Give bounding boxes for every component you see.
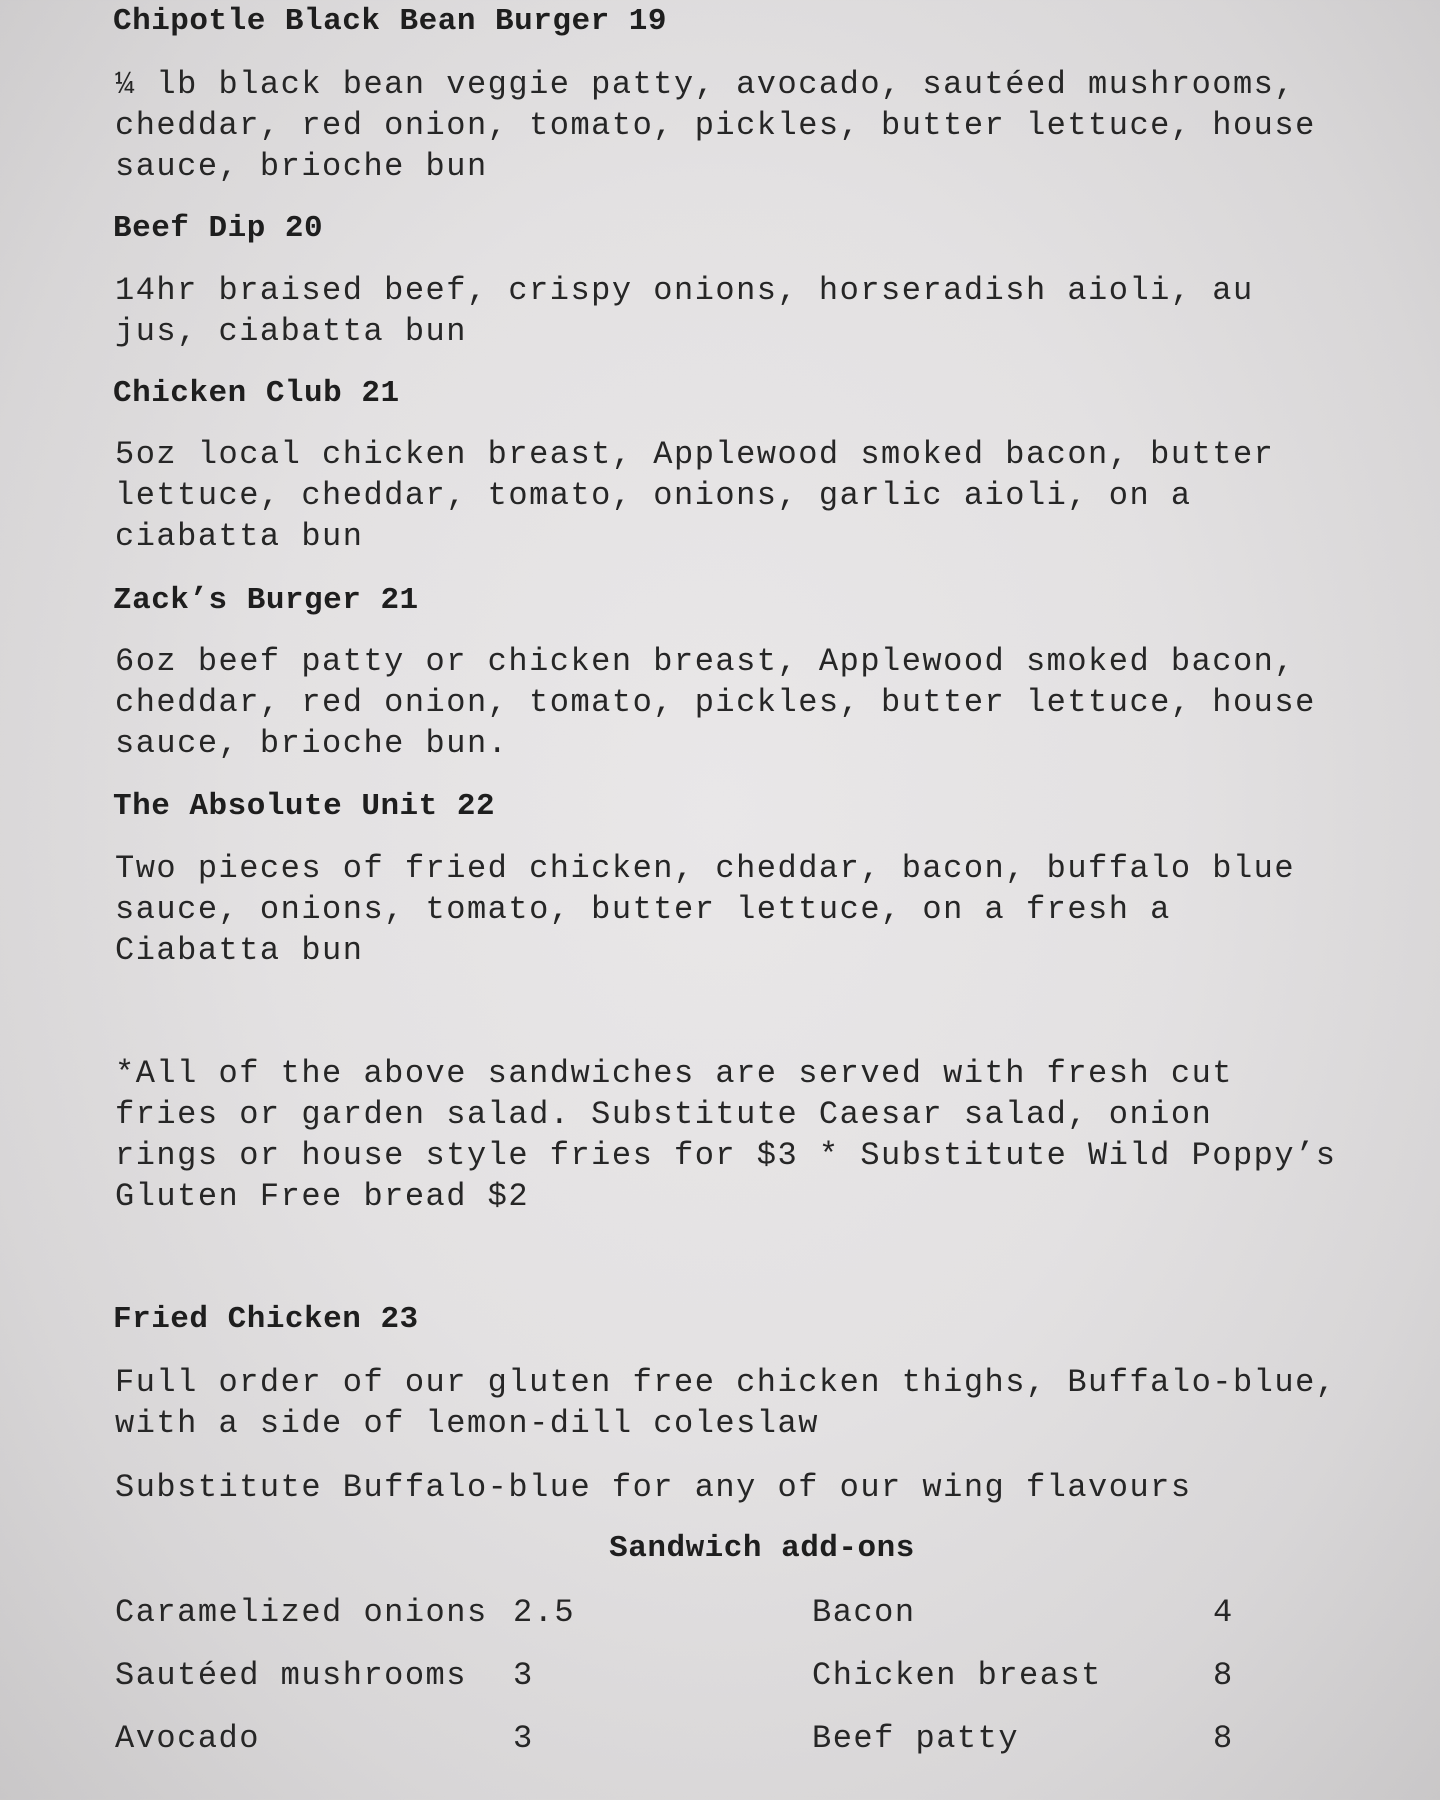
- addon-price: 3: [513, 1657, 534, 1694]
- item-description-chipotle-black-bean-burger: ¼ lb black bean veggie patty, avocado, sautéed mushrooms, cheddar, red onion, tomato, pickles, butter lettuce, house sauce, brioche bun: [115, 66, 1316, 185]
- addons-section-title: Sandwich add-ons: [609, 1531, 915, 1566]
- addon-price: 8: [1213, 1657, 1234, 1694]
- item-title-zacks-burger: Zack’s Burger 21: [113, 583, 419, 618]
- item-title-chipotle-black-bean-burger: Chipotle Black Bean Burger 19: [113, 4, 667, 39]
- sandwich-serving-note: *All of the above sandwiches are served with fresh cut fries or garden salad. Substitute Caesar salad, onion rings or house style fries for $3 * Substitute Wild Poppy’s Gluten Free bread $2: [115, 1055, 1337, 1215]
- item-title-the-absolute-unit: The Absolute Unit 22: [113, 789, 496, 824]
- addon-price: 4: [1213, 1594, 1234, 1631]
- addon-price: 3: [513, 1720, 534, 1757]
- item-description-the-absolute-unit: Two pieces of fried chicken, cheddar, bacon, buffalo blue sauce, onions, tomato, butter lettuce, on a fresh a Ciabatta bun: [115, 850, 1296, 969]
- item-description-fried-chicken: Full order of our gluten free chicken thighs, Buffalo-blue, with a side of lemon-dill coleslaw: [115, 1364, 1337, 1442]
- item-title-chicken-club: Chicken Club 21: [113, 376, 400, 411]
- item-title-beef-dip: Beef Dip 20: [113, 211, 324, 246]
- addon-name: Beef patty: [812, 1720, 1020, 1757]
- item-description-chicken-club: 5oz local chicken breast, Applewood smoked bacon, butter lettuce, cheddar, tomato, onions, garlic aioli, on a ciabatta bun: [115, 436, 1275, 555]
- addon-name: Chicken breast: [812, 1657, 1102, 1694]
- addon-name: Bacon: [812, 1594, 916, 1631]
- item-description-zacks-burger: 6oz beef patty or chicken breast, Applewood smoked bacon, cheddar, red onion, tomato, pickles, butter lettuce, house sauce, brioche bun.: [115, 643, 1316, 762]
- addon-price: 8: [1213, 1720, 1234, 1757]
- addon-price: 2.5: [513, 1594, 576, 1631]
- addon-name: Caramelized onions: [115, 1594, 488, 1631]
- item-description-beef-dip: 14hr braised beef, crispy onions, horseradish aioli, au jus, ciabatta bun: [115, 272, 1254, 350]
- addon-name: Sautéed mushrooms: [115, 1657, 467, 1694]
- addon-name: Avocado: [115, 1720, 260, 1757]
- item-title-fried-chicken: Fried Chicken 23: [113, 1302, 419, 1337]
- fried-chicken-substitute-note: Substitute Buffalo-blue for any of our wing flavours: [115, 1469, 1192, 1506]
